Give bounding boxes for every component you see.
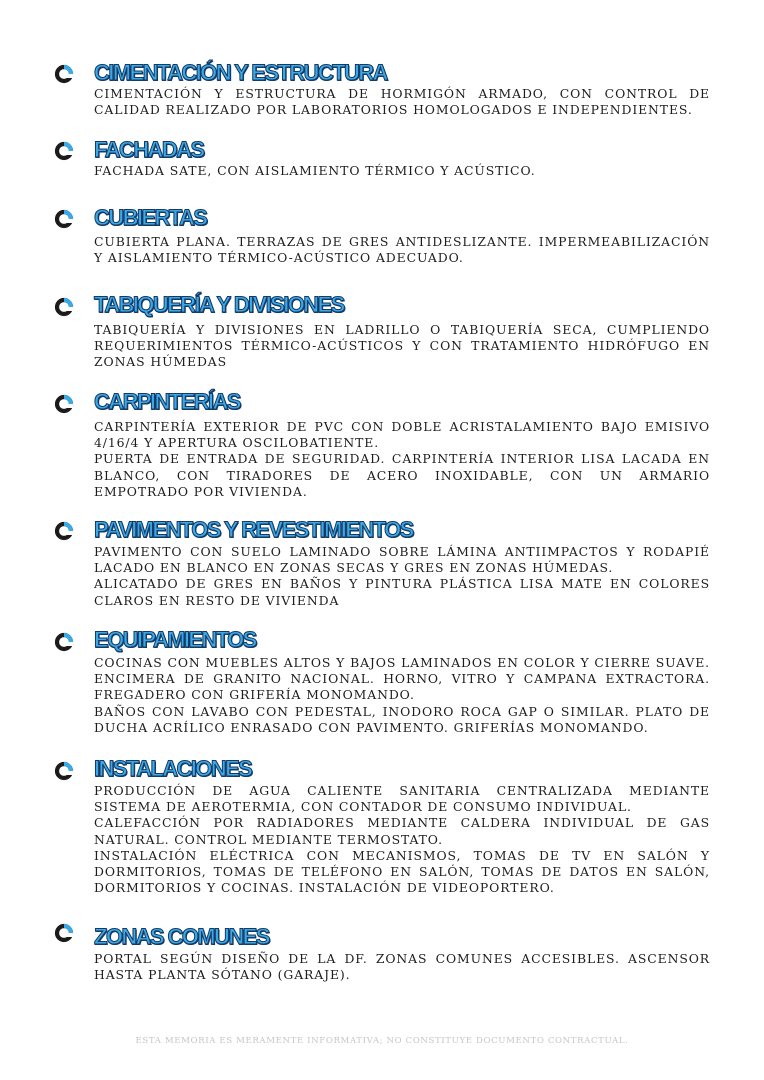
ring-icon <box>53 922 75 944</box>
section-heading: CIMENTACIÓN Y ESTRUCTURA <box>94 60 387 85</box>
ring-icon <box>53 520 75 542</box>
ring-icon <box>53 760 75 782</box>
ring-icon <box>53 393 75 415</box>
section-paragraph: COCINAS CON MUEBLES ALTOS Y BAJOS LAMINADOS EN COLOR Y CIERRE SUAVE. ENCIMERA DE GRANITO NACIONAL. HORNO, VITRO Y CAMPANA EXTRACTORA. FREGADERO CON GRIFERÍA MONOMANDO. <box>94 655 710 703</box>
section-body <box>94 163 710 179</box>
section-heading: PAVIMENTOS Y REVESTIMIENTOS <box>94 517 413 542</box>
section-paragraph: CARPINTERÍA EXTERIOR DE PVC CON DOBLE ACRISTALAMIENTO BAJO EMISIVO 4/16/4 Y APERTURA OSCILOBATIENTE. <box>94 419 710 451</box>
section-paragraph: FACHADA SATE, CON AISLAMIENTO TÉRMICO Y ACÚSTICO. <box>94 163 536 178</box>
section-heading: CARPINTERÍAS <box>94 389 240 414</box>
section-body <box>94 234 710 266</box>
section-heading: FACHADAS <box>94 137 204 162</box>
section-paragraph: PUERTA DE ENTRADA DE SEGURIDAD. CARPINTERÍA INTERIOR LISA LACADA EN BLANCO, CON TIRADORES DE ACERO INOXIDABLE, CON UN ARMARIO EMPOTRADO POR VIVIENDA. <box>94 451 710 499</box>
section-paragraph: PAVIMENTO CON SUELO LAMINADO SOBRE LÁMINA ANTIIMPACTOS Y RODAPIÉ LACADO EN BLANCO EN ZONAS SECAS Y GRES EN ZONAS HÚMEDAS. <box>94 544 710 576</box>
section-heading: INSTALACIONES <box>94 756 252 781</box>
section-body <box>94 322 710 371</box>
section-paragraph: INSTALACIÓN ELÉCTRICA CON MECANISMOS, TOMAS DE TV EN SALÓN Y DORMITORIOS, TOMAS DE TELÉFONO EN SALÓN, TOMAS DE DATOS EN SALÓN, DORMITORIOS Y COCINAS. INSTALACIÓN DE VIDEOPORTERO. <box>94 847 710 896</box>
ring-icon <box>53 631 75 653</box>
section-paragraph: CIMENTACIÓN Y ESTRUCTURA DE HORMIGÓN ARMADO, CON CONTROL DE CALIDAD REALIZADO POR LABORATORIOS HOMOLOGADOS E INDEPENDIENTES. <box>94 86 710 118</box>
ring-icon <box>53 63 75 85</box>
section-paragraph: PORTAL SEGÚN DISEÑO DE LA DF. ZONAS COMUNES ACCESIBLES. ASCENSOR HASTA PLANTA SÓTANO (GARAJE). <box>94 951 710 983</box>
section-heading: TABIQUERÍA Y DIVISIONES <box>94 292 344 317</box>
section-paragraph: PRODUCCIÓN DE AGUA CALIENTE SANITARIA CENTRALIZADA MEDIANTE SISTEMA DE AEROTERMIA, CON CONTADOR DE CONSUMO INDIVIDUAL. <box>94 783 710 815</box>
section-body <box>94 783 710 896</box>
section-paragraph: TABIQUERÍA Y DIVISIONES EN LADRILLO O TABIQUERÍA SECA, CUMPLIENDO REQUERIMIENTOS TÉRMICO-ACÚSTICOS Y CON TRATAMIENTO HIDRÓFUGO EN ZONAS HÚMEDAS <box>94 322 710 370</box>
section-paragraph: ALICATADO DE GRES EN BAÑOS Y PINTURA PLÁSTICA LISA MATE EN COLORES CLAROS EN RESTO DE VIVIENDA <box>94 576 710 608</box>
section-heading: CUBIERTAS <box>94 205 207 230</box>
ring-icon <box>53 140 75 162</box>
section-heading: EQUIPAMIENTOS <box>94 627 256 652</box>
section-body <box>94 951 710 983</box>
section-paragraph: CALEFACCIÓN POR RADIADORES MEDIANTE CALDERA INDIVIDUAL DE GAS NATURAL. CONTROL MEDIANTE TERMOSTATO. <box>94 815 710 847</box>
section-body <box>94 655 710 736</box>
section-body <box>94 544 710 609</box>
section-paragraph: CUBIERTA PLANA. TERRAZAS DE GRES ANTIDESLIZANTE. IMPERMEABILIZACIÓN Y AISLAMIENTO TÉRMICO-ACÚSTICO ADECUADO. <box>94 234 710 266</box>
footer-disclaimer: ESTA MEMORIA ES MERAMENTE INFORMATIVA; NO CONSTITUYE DOCUMENTO CONTRACTUAL. <box>135 1036 629 1046</box>
ring-icon <box>53 208 75 230</box>
section-heading: ZONAS COMUNES <box>94 924 269 949</box>
section-paragraph: BAÑOS CON LAVABO CON PEDESTAL, INODORO ROCA GAP O SIMILAR. PLATO DE DUCHA ACRÍLICO ENRASADO CON PAVIMENTO. GRIFERÍAS MONOMANDO. <box>94 703 710 735</box>
ring-icon <box>53 296 75 318</box>
section-body <box>94 419 710 500</box>
section-body <box>94 86 710 118</box>
